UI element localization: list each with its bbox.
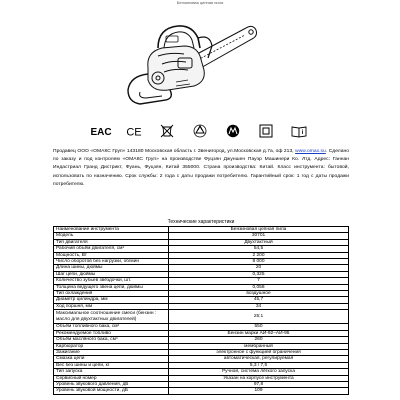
spec-value: Указан на корпусе инструмента <box>169 375 349 381</box>
spec-value: 0,325 <box>169 271 349 277</box>
spec-key: Число оборотов без нагрузки, об/мин <box>54 259 169 265</box>
spec-row <box>54 388 349 394</box>
spec-key: Смазка цепи <box>54 356 169 362</box>
spec-key: Зажигание <box>54 349 169 355</box>
rst-mark-icon <box>222 124 244 138</box>
chainsaw-illustration-icon <box>118 8 268 120</box>
spec-value: 30701 <box>169 233 349 239</box>
manufacturer-info-part2: . Сделано по заказу и под контролем «ОМАКС Груп» на производстве Фуцзян Джуншен Пауэр Машинери Ко. Лтд. Адрес: Ганнан Индастриал Гранд Дистрикт, Фуань, Фуцзян, Китай 355000. Страна производства: Китай. Класс инструмента: бытовой, использовать по назначению. Срок службы: 2 года с даты продажи потребителю. Гарантийный срок: 1 год с даты продажи потребителю. <box>53 149 349 187</box>
spec-key: Ход поршня, мм <box>54 303 169 309</box>
spec-value: 20 <box>169 265 349 271</box>
spec-key: Карбюратор <box>54 343 169 349</box>
svg-text:i: i <box>301 130 304 136</box>
spec-value: 34 <box>169 303 349 309</box>
spec-key: Тип двигателя <box>54 239 169 245</box>
ce-mark-icon <box>123 124 145 138</box>
svg-text:CE: CE <box>126 126 142 138</box>
spec-table-caption: Технические характеристики <box>167 219 235 225</box>
manual-book-mark-icon <box>288 124 310 138</box>
spec-key: Максимальное соотношение смеси (бензин : масло для двухтактных двигателей) <box>54 310 169 324</box>
spec-key: Модель <box>54 233 169 239</box>
spec-table <box>53 226 349 395</box>
spec-key: Рекомендуемое топливо <box>54 330 169 336</box>
spec-value: 109 <box>169 388 349 394</box>
recycling-mark-icon <box>189 124 211 138</box>
spec-value: 550 <box>169 324 349 330</box>
spec-value: 45,7 <box>169 297 349 303</box>
spec-key: Тип запуска <box>54 369 169 375</box>
spec-key: Толщина ведущего звена цепи, дюймы <box>54 284 169 290</box>
spec-key: Шаг цепи, дюймы <box>54 271 169 277</box>
spec-value: Бензин марки АИ-92–АИ-95 <box>169 330 349 336</box>
spec-value: 25:1 <box>169 310 349 324</box>
spec-key: Уровень звукового давления, дБ <box>54 381 169 387</box>
spec-key: Длина шины, дюймы <box>54 265 169 271</box>
manufacturer-info-part1: Продавец ООО «ОМАКС Груп» 143180 Московская область г. Звенигород, ул.Московская д.7а, оф 213, <box>53 149 294 154</box>
manufacturer-info <box>53 148 349 214</box>
certification-marks <box>90 123 310 139</box>
spec-key: Количество зубьев звёздочки, шт. <box>54 278 169 284</box>
spec-key: Сервисный номер <box>54 375 169 381</box>
spec-key: Вес без шины и цепи, кг <box>54 362 169 368</box>
svg-text:EAC: EAC <box>90 127 112 138</box>
spec-key: Рабочий объём двигателя, см³ <box>54 246 169 252</box>
spec-value: 8 000 <box>169 259 349 265</box>
top-caption: Бензиновая цепная пила <box>176 0 224 5</box>
website-link[interactable]: www.omax.su <box>295 149 326 154</box>
spec-value: мембранный <box>169 343 349 349</box>
spec-row <box>54 310 349 324</box>
spec-value: 97,8 <box>169 381 349 387</box>
spec-key: Мощность, Вт <box>54 252 169 258</box>
spec-key: Диаметр цилиндра, мм <box>54 297 169 303</box>
spec-value: 2 200 <box>169 252 349 258</box>
weee-bin-mark-icon <box>156 124 178 138</box>
spec-value: 54,5 <box>169 246 349 252</box>
spec-key: Объём топливного бака, см³ <box>54 324 169 330</box>
spec-key: Наименование инструмента <box>54 227 169 233</box>
spec-value: 5,3 / 7,5 <box>169 362 349 368</box>
spec-value: Ручной, система лёгкого запуска <box>169 369 349 375</box>
spec-key: Тип охлаждения <box>54 291 169 297</box>
spec-value: автоматическая, регулируемая <box>169 356 349 362</box>
spec-value: 0,058 <box>169 284 349 290</box>
spec-key: Уровень звуковой мощности, дБ <box>54 388 169 394</box>
spec-value: 7 <box>169 278 349 284</box>
spec-value: электронное с функцией ограничения <box>169 349 349 355</box>
spec-value: Бензиновая цепная пила <box>169 227 349 233</box>
spec-value: Двухтактный <box>169 239 349 245</box>
spec-key: Объём масляного бака, см³ <box>54 337 169 343</box>
spec-value: воздушное <box>169 291 349 297</box>
eac-mark-icon <box>90 124 112 138</box>
spec-value: 260 <box>169 337 349 343</box>
double-insulation-mark-icon <box>255 124 277 138</box>
